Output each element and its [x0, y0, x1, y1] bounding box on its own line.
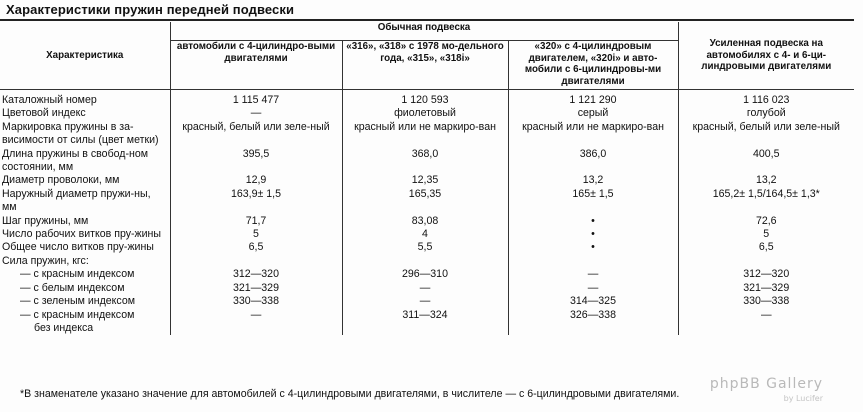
row-value: серый [508, 107, 678, 120]
table-row [0, 255, 854, 268]
table-row [0, 322, 854, 335]
row-value [508, 322, 678, 335]
row-value: 1 121 290 [508, 94, 678, 107]
row-label: Диаметр проволоки, мм [2, 174, 120, 187]
row-value: красный, белый или зеле-ный [170, 121, 342, 148]
row-value: 321—329 [678, 282, 854, 295]
row-value [342, 322, 508, 335]
row-value: — [678, 309, 854, 322]
header-316-318: «316», «318» с 1978 мо-дельного года, «315», «318i» [342, 41, 508, 90]
table-body [0, 90, 854, 336]
title-divider [0, 19, 854, 21]
watermark-author: by Lucifer [783, 394, 823, 403]
header-4cyl: автомобили с 4-цилиндро-выми двигателями [170, 41, 342, 90]
row-value: 5 [170, 228, 342, 241]
row-value: 71,7 [170, 215, 342, 228]
table-row [0, 268, 854, 281]
row-label: — с красным индексом [20, 308, 135, 321]
table-row [0, 148, 854, 175]
table-row [0, 121, 854, 148]
row-value: голубой [678, 107, 854, 120]
row-label: Число рабочих витков пру-жины [2, 228, 162, 241]
table-row [0, 215, 854, 228]
header-normal-suspension: Обычная подвеска [170, 22, 678, 41]
row-value: 165,2± 1,5/164,5± 1,3* [678, 188, 854, 215]
row-value: 1 115 477 [170, 94, 342, 107]
row-label: Общее число витков пру-жины [2, 241, 154, 254]
row-label: — с зеленым индексом [20, 295, 136, 308]
table-row [0, 295, 854, 308]
table-row [0, 94, 854, 107]
row-value: 312—320 [678, 268, 854, 281]
table-row [0, 107, 854, 120]
row-value: 330—338 [170, 295, 342, 308]
row-value: 13,2 [508, 174, 678, 187]
table-row [0, 188, 854, 215]
row-value: 4 [342, 228, 508, 241]
row-value: 1 116 023 [678, 94, 854, 107]
row-value: — [508, 282, 678, 295]
header-characteristic: Характеристика [0, 22, 170, 90]
row-value: 6,5 [170, 241, 342, 254]
row-value: 165,35 [342, 188, 508, 215]
row-value: 163,9± 1,5 [170, 188, 342, 215]
row-label: Наружный диаметр пружи-ны, мм [2, 187, 151, 214]
row-label: Маркировка пружины в за-висимости от силы (цвет метки) [2, 120, 159, 147]
row-value: 312—320 [170, 268, 342, 281]
row-value: 83,08 [342, 215, 508, 228]
footnote: *В знаменателе указано значение для автомобилей с 4-цилиндровыми двигателями, в числителе — с 6-цилиндровыми двигателями. [20, 388, 680, 400]
table-row [0, 309, 854, 322]
row-value: 311—324 [342, 309, 508, 322]
row-label: — с красным индексом [20, 268, 135, 281]
row-label: без индекса [34, 321, 94, 334]
row-value: фиолетовый [342, 107, 508, 120]
row-label: Шаг пружины, мм [2, 214, 89, 227]
row-value: 321—329 [170, 282, 342, 295]
header-320-6cyl: «320» с 4-цилиндровым двигателем, «320i» и авто-мобили с 6-цилиндровы-ми двигателями [508, 41, 678, 90]
row-value: — [170, 309, 342, 322]
page-title: Характеристики пружин передней подвески [6, 2, 295, 17]
row-value [170, 255, 342, 268]
row-value: — [342, 282, 508, 295]
row-value: 72,6 [678, 215, 854, 228]
header-reinforced-suspension: Усиленная подвеска на автомобилях с 4- и 6-ци-линдровыми двигателями [678, 22, 854, 90]
row-value: — [170, 107, 342, 120]
row-value [342, 255, 508, 268]
row-value: • [508, 241, 678, 254]
row-value: 330—338 [678, 295, 854, 308]
row-value [678, 255, 854, 268]
row-value: 12,35 [342, 174, 508, 187]
row-value: 326—338 [508, 309, 678, 322]
row-value: — [508, 268, 678, 281]
row-value: красный, белый или зеле-ный [678, 121, 854, 148]
row-label: Сила пружин, кгс: [2, 254, 89, 267]
header-row-group [0, 22, 854, 41]
table-row [0, 241, 854, 254]
row-value: 13,2 [678, 174, 854, 187]
row-value: 314—325 [508, 295, 678, 308]
row-label: Длина пружины в свобод-ном состоянии, мм [2, 147, 149, 174]
row-label: Каталожный номер [2, 94, 97, 106]
row-value: красный или не маркиро-ван [342, 121, 508, 148]
row-value: 5 [678, 228, 854, 241]
row-label: Цветовой индекс [2, 107, 86, 120]
row-value: — [342, 295, 508, 308]
row-value: красный или не маркиро-ван [508, 121, 678, 148]
row-value: • [508, 215, 678, 228]
row-value [170, 322, 342, 335]
row-value: 395,5 [170, 148, 342, 175]
row-value: • [508, 228, 678, 241]
row-value: 386,0 [508, 148, 678, 175]
row-value: 6,5 [678, 241, 854, 254]
row-value: 400,5 [678, 148, 854, 175]
watermark: phpBB Gallery [709, 376, 823, 392]
row-value: 12,9 [170, 174, 342, 187]
table-row [0, 228, 854, 241]
spring-spec-table [0, 22, 854, 335]
row-value: 5,5 [342, 241, 508, 254]
row-value: 368,0 [342, 148, 508, 175]
row-value [678, 322, 854, 335]
row-value: 1 120 593 [342, 94, 508, 107]
table-row [0, 174, 854, 187]
table-row [0, 282, 854, 295]
row-value: 165± 1,5 [508, 188, 678, 215]
row-value [508, 255, 678, 268]
row-label: — с белым индексом [20, 281, 125, 294]
row-value: 296—310 [342, 268, 508, 281]
